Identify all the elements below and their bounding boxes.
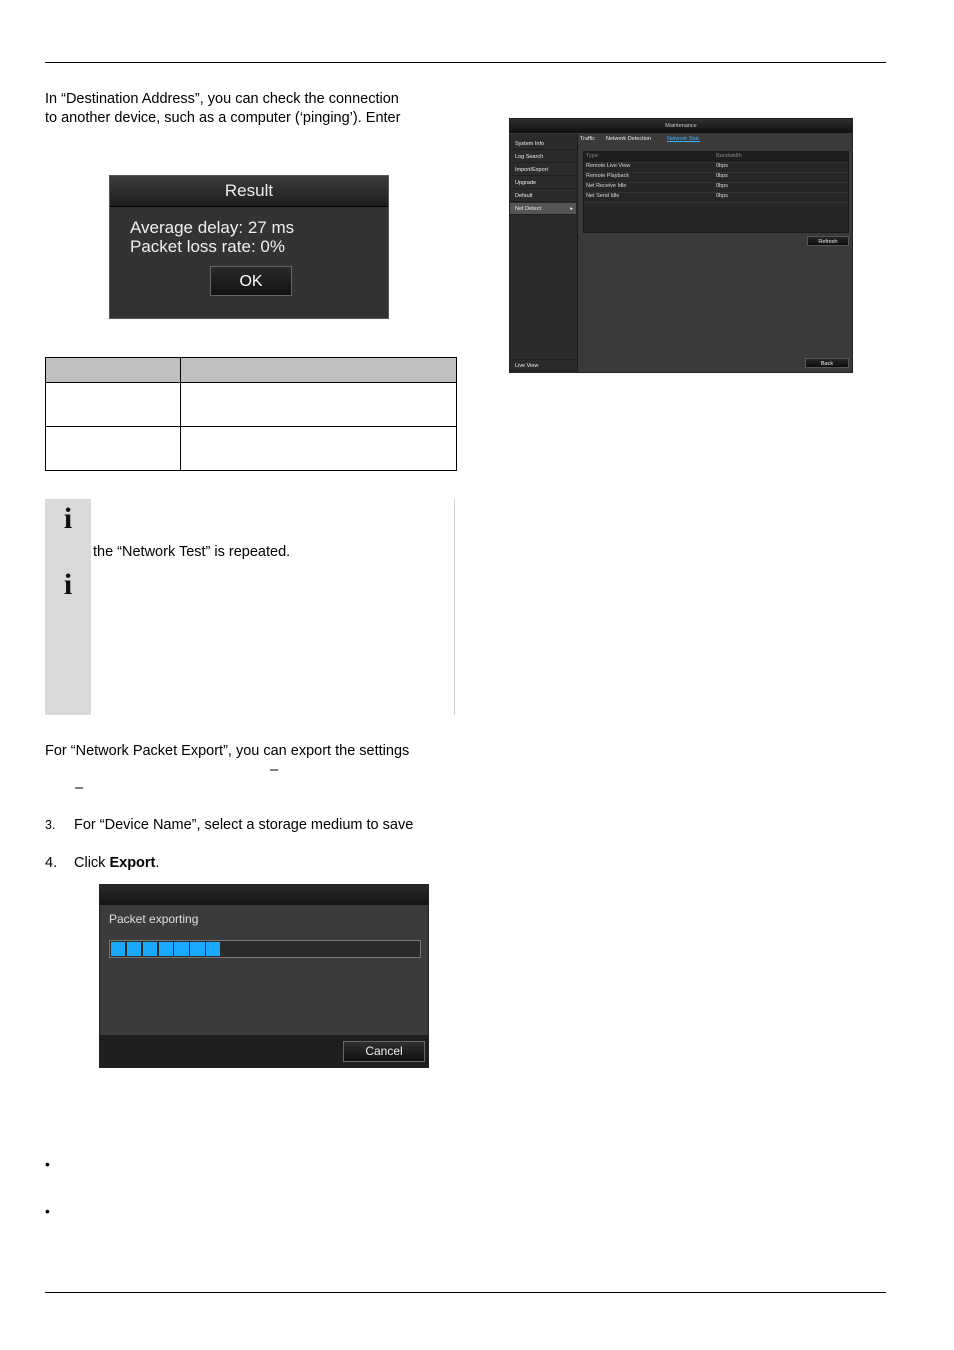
row-type: Net Send Idle xyxy=(586,193,620,199)
ok-button[interactable]: OK xyxy=(210,266,292,296)
back-button[interactable]: Back xyxy=(805,358,849,368)
table-row xyxy=(584,192,848,203)
tab-traffic[interactable]: Traffic xyxy=(580,136,595,142)
table-cell xyxy=(46,383,181,427)
table-cell xyxy=(46,427,181,471)
note-border xyxy=(454,499,455,715)
column-header-bandwidth: Bandwidth xyxy=(716,153,742,159)
chevron-right-icon: ▸ xyxy=(570,206,573,212)
cancel-button[interactable]: Cancel xyxy=(343,1041,425,1062)
progress-segment xyxy=(190,942,204,956)
table-header-row xyxy=(584,152,848,163)
dialog-titlebar xyxy=(100,885,428,905)
sidebar-item-system-info[interactable]: System Info xyxy=(510,138,576,150)
maintenance-title: Maintenance xyxy=(510,119,852,133)
table-row xyxy=(584,182,848,193)
progress-segment xyxy=(127,942,141,956)
progress-fill xyxy=(111,942,222,956)
refresh-button[interactable]: Refresh xyxy=(807,236,849,246)
row-type: Remote Playback xyxy=(586,173,630,179)
sidebar-item-label: Net Detect xyxy=(515,206,541,212)
sidebar-item-log-search[interactable]: Log Search xyxy=(510,151,576,163)
column-header-type: Type xyxy=(586,153,598,159)
table-row xyxy=(46,383,457,427)
bullet-mark: • xyxy=(45,1203,50,1219)
table-cell xyxy=(181,427,457,471)
packet-exporting-label: Packet exporting xyxy=(109,912,199,926)
progress-segment xyxy=(159,942,173,956)
sidebar-item-default[interactable]: Default xyxy=(510,190,576,202)
intro-line-1: In “Destination Address”, you can check the connection xyxy=(45,91,399,107)
progress-segment xyxy=(111,942,125,956)
info-icon: i xyxy=(63,502,73,535)
result-dialog-title: Result xyxy=(110,176,388,207)
dash-mark: – xyxy=(270,762,279,778)
table-header-cell xyxy=(181,358,457,383)
export-keyword: Export xyxy=(109,855,156,871)
info-icon: i xyxy=(63,568,73,601)
network-stat-table xyxy=(583,151,849,233)
note-text: the “Network Test” is repeated. xyxy=(93,544,291,560)
progress-segment xyxy=(206,942,220,956)
tab-network-stat[interactable]: Network Stat. xyxy=(667,136,701,142)
row-bandwidth: 0bps xyxy=(716,173,728,179)
progress-segment xyxy=(143,942,157,956)
table-row xyxy=(46,427,457,471)
table-cell xyxy=(181,383,457,427)
sidebar-item-upgrade[interactable]: Upgrade xyxy=(510,177,576,189)
bottom-rule xyxy=(45,1292,886,1293)
bullet-mark: • xyxy=(45,1156,50,1172)
step-text-prefix: Click xyxy=(74,855,110,871)
tab-network-detection[interactable]: Network Detection xyxy=(606,136,651,142)
packet-export-line-1: For “Network Packet Export”, you can export the settings xyxy=(45,743,410,759)
step-text: For “Device Name”, select a storage medium to save xyxy=(74,817,414,833)
intro-line-2: to another device, such as a computer (‘pinging’). Enter xyxy=(45,110,401,126)
sidebar-item-net-detect[interactable] xyxy=(510,203,576,215)
sidebar-item-import-export[interactable]: Import/Export xyxy=(510,164,576,176)
average-delay-text: Average delay: 27 ms xyxy=(130,218,295,237)
maintenance-screen xyxy=(509,118,853,373)
row-type: Net Receive Idle xyxy=(586,183,627,189)
row-bandwidth: 0bps xyxy=(716,193,728,199)
step-text-suffix: . xyxy=(155,855,160,871)
dash-mark: – xyxy=(75,780,84,796)
row-bandwidth: 0bps xyxy=(716,163,728,169)
row-bandwidth: 0bps xyxy=(716,183,728,189)
packet-export-dialog xyxy=(99,884,429,1068)
packet-loss-text: Packet loss rate: 0% xyxy=(130,237,285,256)
step-number: 3. xyxy=(45,818,56,832)
progress-bar xyxy=(109,940,421,958)
step-number: 4. xyxy=(45,855,58,871)
sidebar-item-live-view[interactable]: Live View xyxy=(510,359,576,371)
table-row xyxy=(584,172,848,183)
progress-segment xyxy=(174,942,188,956)
result-dialog xyxy=(109,175,389,319)
maintenance-sidebar xyxy=(510,134,578,372)
top-rule xyxy=(45,62,886,63)
table-row xyxy=(584,162,848,173)
step-text xyxy=(74,855,159,871)
parameter-table xyxy=(45,357,457,471)
row-type: Remote Live View xyxy=(586,163,631,169)
table-header-row xyxy=(46,358,457,383)
table-header-cell xyxy=(46,358,181,383)
